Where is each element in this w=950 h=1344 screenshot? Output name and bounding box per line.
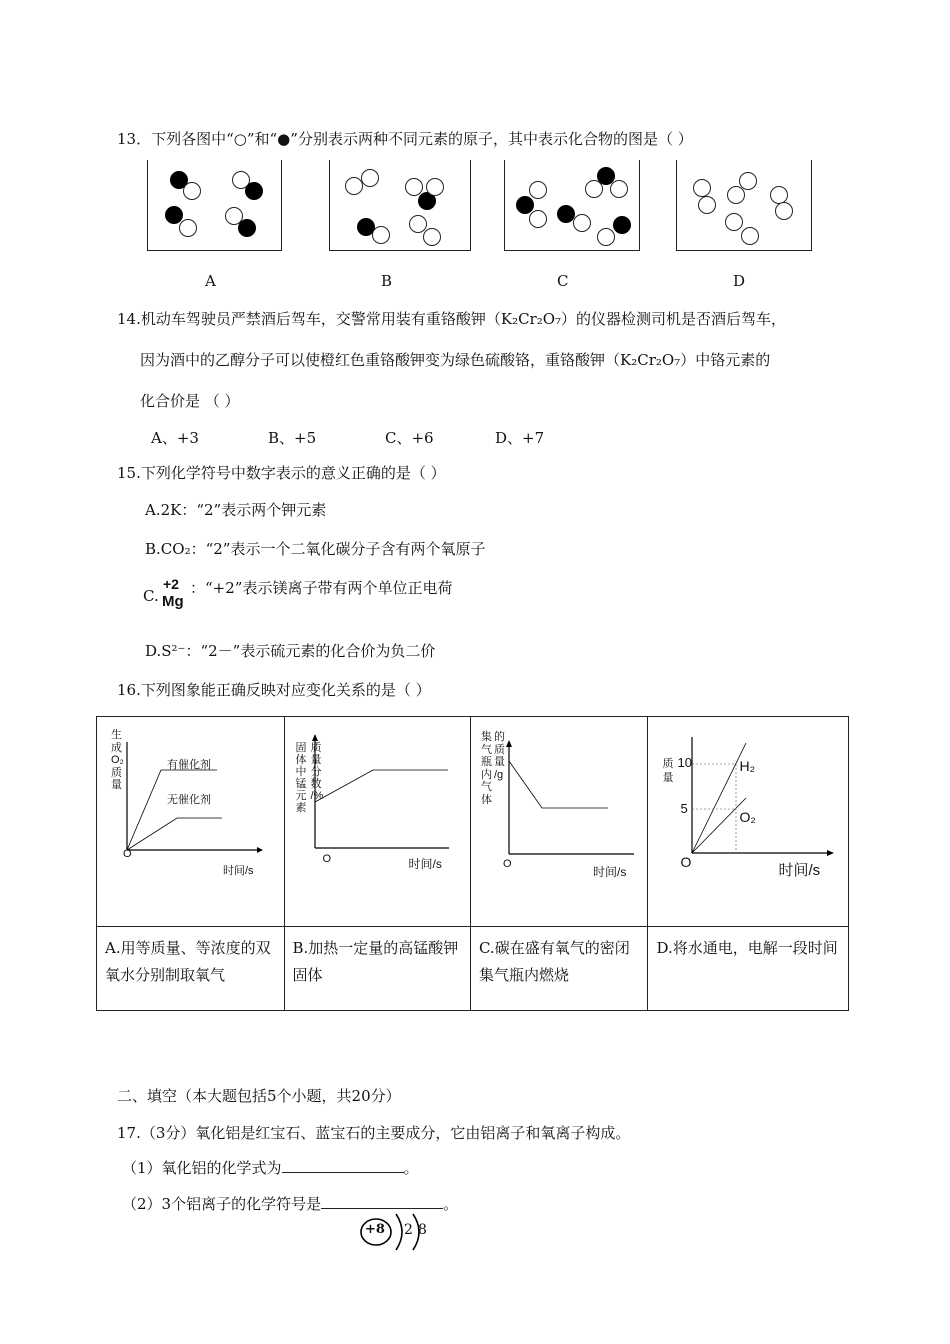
q14-option-a: A、+3 [151, 429, 199, 447]
q14-option-d: D、+7 [495, 429, 545, 447]
graph-d-tick-10: 10 [677, 755, 692, 770]
graph-d-xlabel: 时间/s [778, 862, 821, 879]
caption-d: D.将水通电，电解一段时间 [656, 939, 838, 957]
ion-shell-2: 8 [418, 1222, 427, 1238]
caption-b: B.加热一定量的高锰酸钾固体 [292, 939, 459, 984]
graph-d-h2-label: H₂ [739, 758, 756, 774]
beaker-b [329, 160, 471, 251]
q14-line3: 化合价是 （ ） [140, 392, 240, 410]
caption-c: C.碳在盛有氧气的密闭集气瓶内燃烧 [478, 939, 630, 984]
graph-c-ylabel1: 集 气 瓶 内 气 体 [480, 731, 492, 806]
graph-a-ylabel: 生 成 O₂ 质 量 [111, 729, 124, 791]
ion-shell-1: 2 [404, 1222, 413, 1238]
graph-d-origin: O [680, 854, 692, 870]
q14-option-c: C、+6 [385, 429, 434, 447]
q16-stem: 16.下列图象能正确反映对应变化关系的是（ ） [117, 681, 431, 699]
q17-part1-text: （1）氧化铝的化学式为 [122, 1159, 282, 1177]
caption-a: A.用等质量、等浓度的双氧水分别制取氧气 [105, 939, 271, 984]
graph-b-origin: O [322, 853, 332, 865]
beaker-d [676, 160, 812, 251]
graph-c-origin: O [502, 858, 512, 870]
graph-a-line1: 有催化剂 [167, 759, 211, 771]
q15-option-b: B.CO₂：“2”表示一个二氧化碳分子含有两个氧原子 [145, 540, 486, 558]
q15-option-d: D.S²⁻：“2－”表示硫元素的化合价为负二价 [145, 642, 436, 660]
q15-valence-mark: +2 [163, 576, 179, 592]
beaker-label-c: C [557, 272, 569, 290]
q15-option-a: A.2K：“2”表示两个钾元素 [145, 501, 327, 519]
graph-c-cell [470, 717, 648, 927]
q17-part2-text: （2）3个铝离子的化学符号是 [122, 1195, 322, 1213]
q17-part1-end: 。 [403, 1159, 419, 1177]
q15-option-c-text: ：“+2”表示镁离子带有两个单位正电荷 [190, 579, 453, 597]
q17-answer1-blank[interactable] [282, 1158, 404, 1173]
graph-b-xlabel: 时间/s [408, 857, 442, 871]
graph-d-ylabel: 质 量 [662, 758, 674, 784]
ion-nucleus: +8 [365, 1222, 385, 1237]
graph-a-xlabel: 时间/s [223, 865, 254, 877]
q13-stem: 13．下列各图中“○”和“●”分别表示两种不同元素的原子，其中表示化合物的图是（ ） [117, 130, 693, 148]
graph-a-line2: 无催化剂 [167, 794, 211, 806]
beaker-label-a: A [205, 272, 216, 290]
q17-part1 [122, 1157, 419, 1178]
q15-option-c-prefix: C. [143, 587, 159, 605]
graph-c-ylabel2: 的 质 量 /g [493, 731, 505, 781]
beaker-a [147, 160, 282, 251]
graph-b-ylabel1: 固 体 中 锰 元 素 [295, 742, 307, 814]
graph-b-ylabel2: 质 量 分 数 /% [310, 742, 324, 802]
q14-option-b: B、+5 [268, 429, 317, 447]
q17-answer2-blank[interactable] [321, 1194, 443, 1209]
graph-b-cell [284, 717, 470, 927]
q15-stem: 15.下列化学符号中数字表示的意义正确的是（ ） [117, 464, 446, 482]
q14-line2: 因为酒中的乙醇分子可以使橙红色重铬酸钾变为绿色硫酸铬，重铬酸钾（K₂Cr₂O₇）中铬元素的 [140, 351, 771, 369]
q17-stem: 17.（3分）氧化铝是红宝石、蓝宝石的主要成分，它由铝离子和氧离子构成。 [117, 1124, 631, 1142]
beaker-label-b: B [381, 272, 393, 290]
graph-d-cell [648, 717, 849, 927]
q16-graph-table [96, 716, 849, 1011]
beaker-c [504, 160, 640, 251]
section2-heading: 二、填空（本大题包括5个小题，共20分） [117, 1087, 401, 1105]
graph-d-tick-5: 5 [680, 801, 688, 816]
graph-c-xlabel: 时间/s [592, 865, 627, 879]
graph-a-origin: O [123, 848, 132, 860]
q15-mg-symbol: Mg [162, 593, 184, 610]
beaker-label-d: D [733, 272, 746, 290]
q14-line1: 14.机动车驾驶员严禁酒后驾车，交警常用装有重铬酸钾（K₂Cr₂O₇）的仪器检测司机是否酒后驾车， [117, 310, 787, 328]
graph-d-o2-label: O₂ [739, 809, 756, 825]
q17-part2-end: 。 [443, 1195, 459, 1213]
graph-a-cell [97, 717, 285, 927]
